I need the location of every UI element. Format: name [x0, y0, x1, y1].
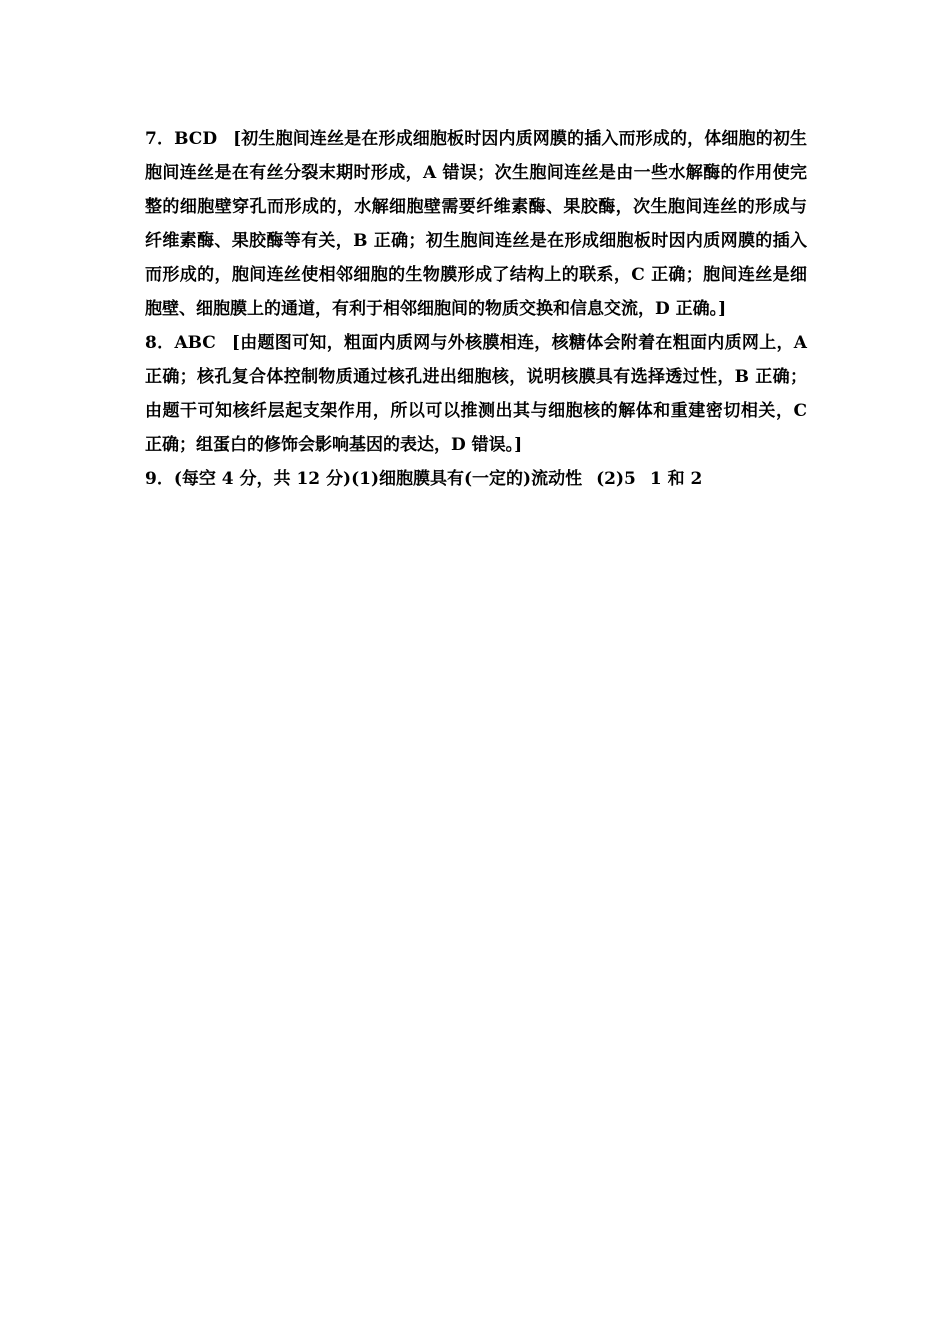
answer-item-9 [145, 462, 807, 496]
answer-number: 9． [145, 469, 174, 489]
answer-explanation: [初生胞间连丝是在形成细胞板时因内质网膜的插入而形成的，体细胞的初生胞间连丝是在有丝分裂末期时形成，A 错误；次生胞间连丝是由一些水解酶的作用使完整的细胞壁穿孔而形成的，水解细胞壁需要纤维素酶、果胶酶，次生胞间连丝的形成与纤维素酶、果胶酶等有关，B 正确；初生胞间连丝是在形成细胞板时因内质网膜的插入而形成的，胞间连丝使相邻细胞的生物膜形成了结构上的联系，C 正确；胞间连丝是细胞壁、细胞膜上的通道，有利于相邻细胞间的物质交换和信息交流，D 正确。] [145, 129, 807, 319]
answer-key: BCD [174, 129, 218, 149]
answer-number: 8． [145, 333, 175, 353]
answer-number: 7． [145, 129, 175, 149]
answer-explanation: [由题图可知，粗面内质网与外核膜相连，核糖体会附着在粗面内质网上，A 正确；核孔复合体控制物质通过核孔进出细胞核，说明核膜具有选择透过性，B 正确；由题干可知核纤层起支架作用，所以可以推测出其与细胞核的解体和重建密切相关，C 正确；组蛋白的修饰会影响基因的表达，D 错误。] [145, 333, 807, 455]
answer-section [145, 122, 807, 496]
answer-part-2: (2)5 [596, 469, 636, 489]
answer-item-7 [145, 122, 807, 326]
answer-item-8 [145, 326, 807, 462]
answer-part-1: (每空 4 分，共 12 分)(1)细胞膜具有(一定的)流动性 [173, 469, 583, 489]
answer-part-3: 1 和 2 [649, 469, 703, 489]
answer-key: ABC [174, 333, 216, 353]
